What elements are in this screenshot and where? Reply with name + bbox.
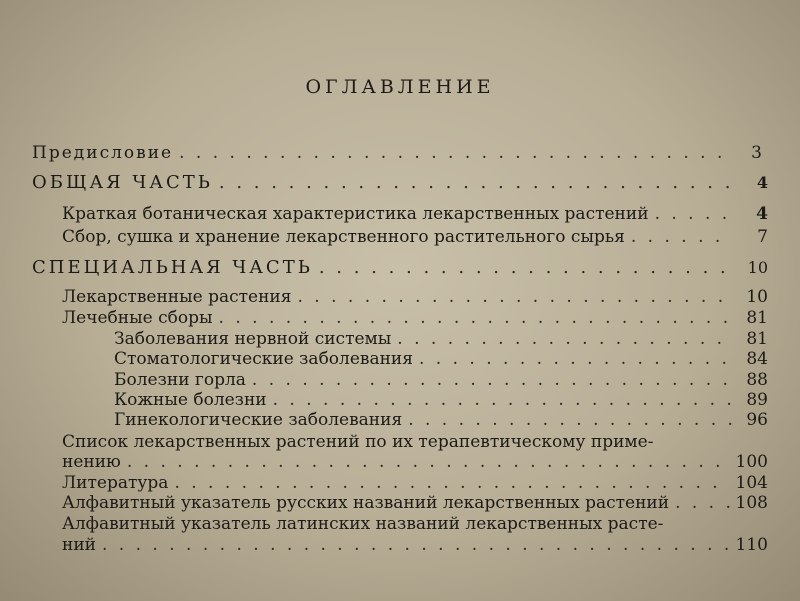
toc-entry-title: Заболевания нервной системы [114,329,392,349]
dot-leader [675,492,729,514]
toc-entry-page: 100 [735,452,768,472]
toc-section [32,172,768,194]
toc-entry-title: нению [62,452,121,472]
toc-entry-title: Предисловие [32,143,174,163]
toc-entry [32,142,764,164]
toc-entry-page: 96 [746,410,768,430]
toc-entry [114,389,768,411]
toc-entry-page: 88 [746,370,768,390]
dot-leader [219,172,732,194]
dot-leader [127,451,730,473]
toc-entry [114,369,768,391]
toc-entry-page: 3 [751,143,764,163]
toc-entry-title-line: Список лекарственных растений по их терапевтическому приме- [62,432,654,452]
toc-entry-page: 104 [735,473,768,493]
dot-leader [408,409,732,431]
toc-entry-page: 10 [747,258,768,277]
dot-leader [397,328,732,350]
dot-leader [179,142,728,164]
dot-leader [631,226,732,248]
toc-entry-title: Стоматологические заболевания [114,349,413,369]
dot-leader [319,257,732,279]
toc-entry-title: Болезни горла [114,370,246,390]
toc-entry-title-line: Алфавитный указатель латинских названий лекарственных расте- [62,514,664,534]
toc-entry-page: 81 [746,308,768,328]
toc-entry-title: Литература [62,473,169,493]
toc-entry-page: 84 [746,349,768,369]
toc-entry-page: 10 [746,287,768,307]
toc-entry [62,451,768,473]
toc-entry-page: 110 [735,535,768,555]
toc-entry-title: Алфавитный указатель русских названий лекарственных растений [62,493,670,513]
toc-entry-title: Гинекологические заболевания [114,410,403,430]
dot-leader [102,534,730,556]
dot-leader [273,389,732,411]
dot-leader [174,472,729,494]
toc-entry-page: 81 [746,329,768,349]
page-title: ОГЛАВЛЕНИЕ [305,76,495,98]
toc-entry-title: Сбор, сушка и хранение лекарственного растительного сырья [62,227,625,247]
toc-entry-title: Лекарственные растения [62,287,292,307]
toc-section [32,257,768,279]
dot-leader [298,286,733,308]
toc-entry-title: Кожные болезни [114,390,267,410]
dot-leader [252,369,732,391]
toc-entry [62,534,768,556]
dot-leader [419,348,732,370]
toc-entry [62,203,768,225]
toc-entry-title: ОБЩАЯ ЧАСТЬ [32,172,213,193]
dot-leader [655,203,732,225]
toc-entry-page: 108 [735,493,768,513]
toc-entry [114,348,768,370]
toc-entry-title: Лечебные сборы [62,308,213,328]
toc-entry [62,307,768,329]
dot-leader [219,307,732,329]
toc-entry-page: 89 [746,390,768,410]
toc-entry [62,472,768,494]
toc-entry [62,492,768,514]
toc-entry-title: ний [62,535,96,555]
toc-entry-page: 4 [756,204,768,224]
toc-entry-page: 4 [756,173,768,192]
toc-entry-page: 7 [757,227,768,247]
toc-entry [114,409,768,431]
toc-entry [114,328,768,350]
toc-entry [62,226,768,248]
toc-entry [62,286,768,308]
toc-entry-title: СПЕЦИАЛЬНАЯ ЧАСТЬ [32,257,313,278]
toc-entry-title: Краткая ботаническая характеристика лекарственных растений [62,204,649,224]
